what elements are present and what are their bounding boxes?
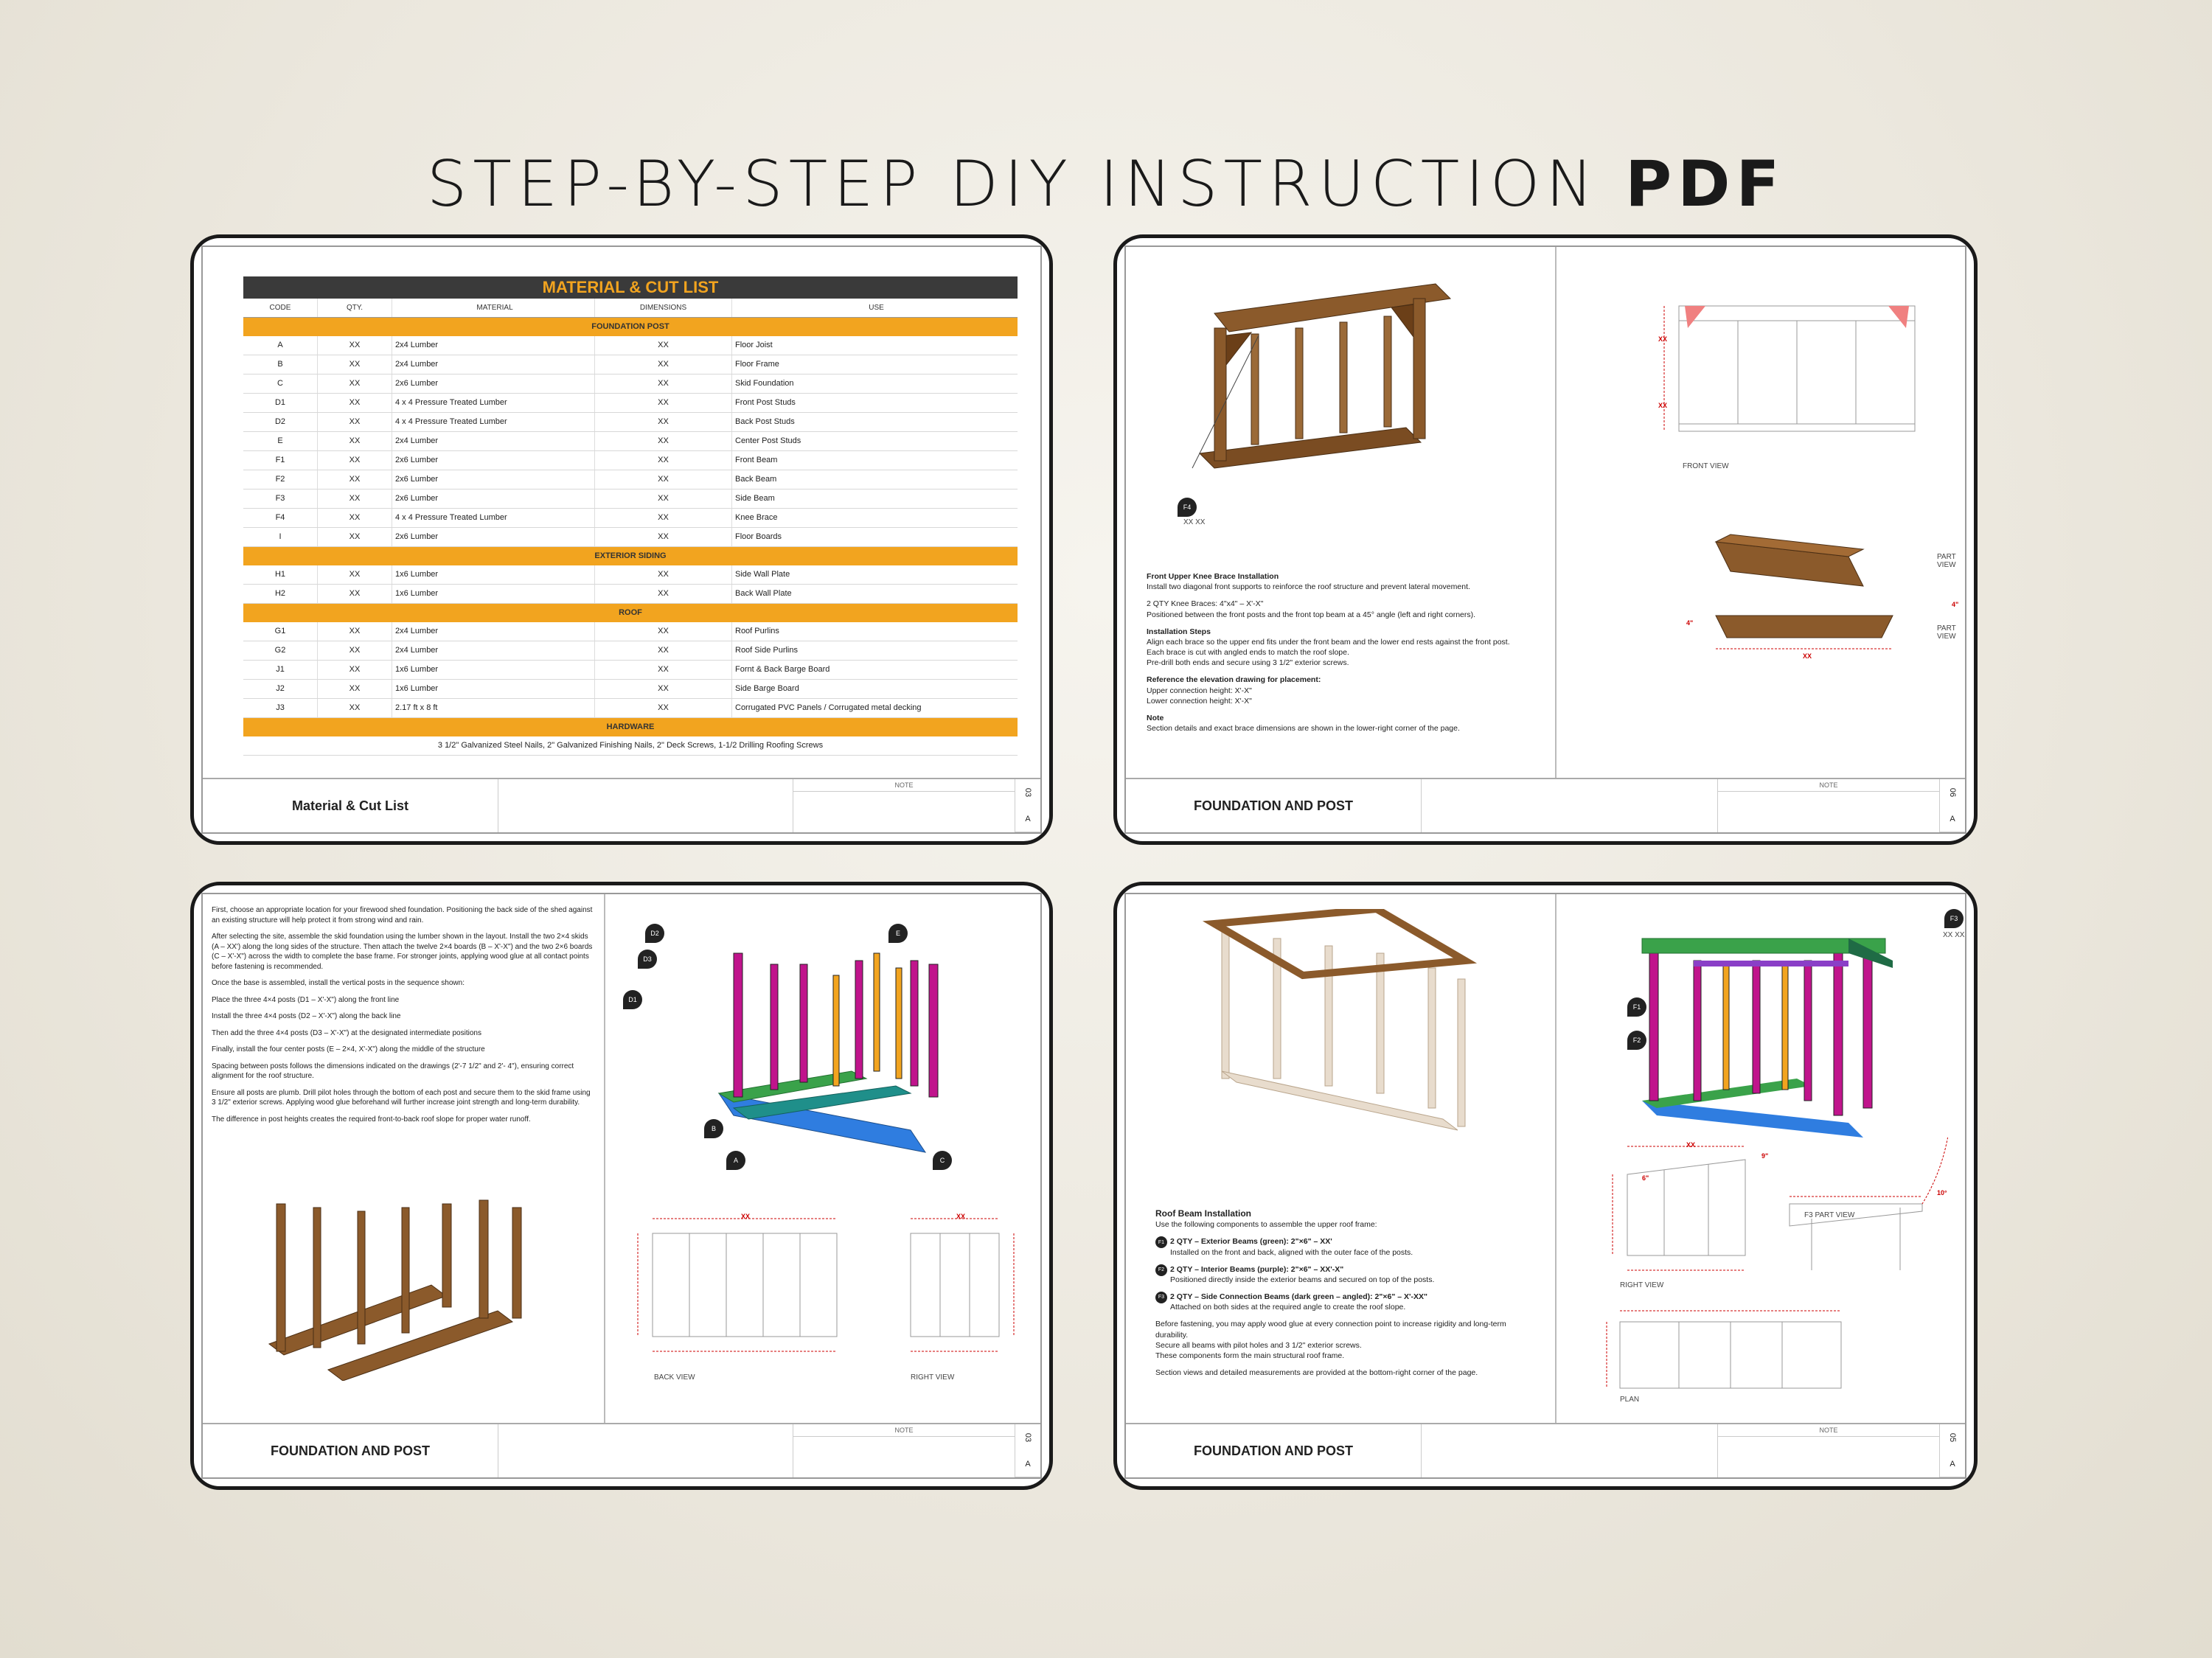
steps-2: Each brace is cut with angled ends to match the roof slope. (1147, 648, 1349, 658)
table-row (243, 413, 1018, 432)
steps-heading: Installation Steps (1147, 627, 1211, 636)
table-row (243, 680, 1018, 699)
note-heading: Note (1147, 713, 1164, 722)
col-material: MATERIAL (392, 299, 595, 317)
cell-use: Side Beam (735, 494, 775, 503)
sheet (1124, 893, 1966, 1479)
cell-use: Floor Frame (735, 360, 779, 369)
tag-f2: F2 (1627, 1031, 1646, 1050)
dim-4-2: 4" (1686, 619, 1694, 627)
dim-xx-back: XX (741, 1213, 751, 1220)
cell-qty: XX (318, 470, 392, 489)
cell-dimensions: XX (595, 699, 732, 717)
table-body (243, 318, 1018, 718)
tb-side (1940, 1424, 1965, 1477)
ref-heading: Reference the elevation drawing for placement: (1147, 675, 1321, 685)
plan-label: PLAN (1620, 1396, 1640, 1404)
cell-material: 2x4 Lumber (392, 432, 595, 450)
tag-d1: D1 (623, 990, 642, 1009)
cell-code: H1 (243, 565, 318, 584)
tag-c: C (933, 1151, 952, 1170)
cell-use: Corrugated PVC Panels / Corrugated metal decking (735, 703, 922, 712)
tb-blank (1422, 1424, 1718, 1477)
cell-use: Back Beam (735, 475, 777, 484)
cell-dimensions: XX (595, 413, 732, 431)
roof-item-badge: F3 (1155, 1292, 1167, 1303)
cell-dimensions: XX (595, 509, 732, 527)
page-headline (0, 147, 2212, 221)
cell-code: G1 (243, 622, 318, 641)
table-row (243, 355, 1018, 375)
cell-code: F2 (243, 470, 318, 489)
tb-code: 05 (1939, 1425, 1966, 1450)
cell-material: 2x6 Lumber (392, 375, 595, 393)
tag-f1: F1 (1627, 997, 1646, 1017)
brace-highlight-right (1888, 306, 1909, 328)
title-block (203, 778, 1040, 832)
cell-material: 4 x 4 Pressure Treated Lumber (392, 509, 595, 527)
tb-side (1015, 779, 1040, 832)
cell-code: J3 (243, 699, 318, 717)
roof-item-title: 2 QTY – Side Connection Beams (dark green – angled): 2"×6" – X'-XX" (1170, 1292, 1427, 1302)
col-dimensions: DIMENSIONS (595, 299, 732, 317)
title-block (203, 1423, 1040, 1477)
tb-title: Material & Cut List (203, 779, 498, 832)
cell-use: Back Wall Plate (735, 589, 792, 598)
dim-xx-roof: XX (1686, 1141, 1696, 1149)
tb-note-label: NOTE (1819, 781, 1838, 789)
part-view-label-2: PART VIEW (1937, 624, 1956, 641)
cell-qty: XX (318, 565, 392, 584)
col-qty: QTY. (318, 299, 392, 317)
tb-note (1718, 1424, 1940, 1477)
cell-material: 2x6 Lumber (392, 470, 595, 489)
cell-use: Front Post Studs (735, 398, 796, 407)
sheet (201, 245, 1042, 834)
table-row (243, 394, 1018, 413)
tag-label: XX XX (1943, 931, 1965, 939)
cell-qty: XX (318, 355, 392, 374)
cell-qty: XX (318, 622, 392, 641)
title-block (1126, 1423, 1965, 1477)
tb-blank (1422, 779, 1718, 832)
para-9: Ensure all posts are plumb. Drill pilot holes through the bottom of each post and secure them to the skid frame using 3 1/2" exterior screws. Applying wood glue beforehand will further increase joint strength and long-term durability. (212, 1088, 591, 1107)
cell-code: D1 (243, 394, 318, 412)
front-view-label: FRONT VIEW (1683, 462, 1729, 470)
cell-use: Fornt & Back Barge Board (735, 665, 830, 674)
cell-qty: XX (318, 490, 392, 508)
base-frame-front (1200, 428, 1421, 468)
hardware-section: HARDWARE (243, 718, 1018, 736)
cell-material: 4 x 4 Pressure Treated Lumber (392, 413, 595, 431)
title-block (1126, 778, 1965, 832)
cell-code: F1 (243, 451, 318, 470)
tb-note-label: NOTE (1819, 1427, 1838, 1434)
roof-instructions (1155, 1208, 1539, 1384)
ref-1: Upper connection height: X'-X" (1147, 686, 1252, 695)
tag-a: A (726, 1151, 745, 1170)
f3-part-view-label: F3 PART VIEW (1804, 1211, 1855, 1219)
para-2: After selecting the site, assemble the skid foundation using the lumber shown in the layout. Install the two 2×4 skids (A – XX') along the long sides of the structure. Then attach the twelve 2×4 boards (B – X'-X") and the two 2×6 boards (C – X'-X") across the width to complete the base frame. For stronger joints, applying wood glue at all contact points before fastening is recommended. (212, 933, 593, 971)
cell-dimensions: XX (595, 585, 732, 603)
back-view-label: BACK VIEW (654, 1373, 695, 1382)
brace-heading: Front Upper Knee Brace Installation (1147, 572, 1279, 581)
cell-material: 2x6 Lumber (392, 451, 595, 470)
tb-side (1015, 1424, 1040, 1477)
cell-dimensions: XX (595, 432, 732, 450)
cell-code: J2 (243, 680, 318, 698)
cell-qty: XX (318, 394, 392, 412)
part-view-drawing (1701, 527, 1922, 652)
hardware-text: 3 1/2" Galvanized Steel Nails, 2" Galvanized Finishing Nails, 2" Deck Screws, 1-1/2 Drilling Roofing Screws (243, 736, 1018, 756)
tb-code: 03 (1015, 1425, 1041, 1450)
table-row (243, 336, 1018, 355)
cell-code: G2 (243, 641, 318, 660)
sheet (201, 893, 1042, 1479)
para-1: First, choose an appropriate location for your firewood shed foundation. Positioning the back side of the shed against an existing structure will help protect it from strong wind and rain. (212, 906, 593, 924)
roof-items (1155, 1236, 1539, 1312)
para-10: The difference in post heights creates the required front-to-back roof slope for proper water runoff. (212, 1115, 531, 1124)
para-4: Place the three 4×4 posts (D1 – X'-X") along the front line (212, 995, 400, 1004)
note-text: Section details and exact brace dimensions are shown in the lower-right corner of the page. (1147, 724, 1460, 734)
cell-code: F4 (243, 509, 318, 527)
tb-note-label: NOTE (894, 781, 914, 789)
cell-code: A (243, 336, 318, 355)
cell-code: E (243, 432, 318, 450)
cell-code: J1 (243, 661, 318, 679)
knee-brace-right (1391, 304, 1413, 337)
roof-item-desc: Installed on the front and back, aligned with the outer face of the posts. (1170, 1247, 1413, 1257)
tb-code: 06 (1939, 780, 1966, 805)
dim-xx-2: XX (1658, 402, 1668, 409)
steps-3: Pre-drill both ends and secure using 3 1/2" exterior screws. (1147, 658, 1349, 668)
elevation-views (623, 1197, 1036, 1366)
dim-6: 6" (1642, 1174, 1649, 1182)
tb-note (793, 779, 1015, 832)
posts-3d-drawing (254, 1189, 571, 1381)
cell-qty: XX (318, 413, 392, 431)
table-row (243, 432, 1018, 451)
post-back-4 (1384, 316, 1391, 427)
table-row (243, 622, 1018, 641)
right-view-label: RIGHT VIEW (1620, 1281, 1664, 1289)
ref-2: Lower connection height: X'-X" (1147, 696, 1252, 706)
cell-dimensions: XX (595, 375, 732, 393)
post-front-right (1413, 299, 1425, 439)
cell-qty: XX (318, 509, 392, 527)
tb-rev: A (1940, 1451, 1965, 1477)
table-row (243, 585, 1018, 604)
cell-use: Roof Side Purlins (735, 646, 798, 655)
para-8: Spacing between posts follows the dimensions indicated on the drawings (2'-7 1/2" and 2'- 4"), ensuring correct alignment for the roof structure. (212, 1062, 574, 1080)
cell-use: Side Barge Board (735, 684, 799, 693)
cell-material: 2x6 Lumber (392, 528, 595, 546)
steps-1: Align each brace so the upper end fits under the front beam and the lower end rests against the front post. (1147, 637, 1510, 647)
dim-10: 10° (1937, 1189, 1947, 1197)
tb-title: FOUNDATION AND POST (1126, 1424, 1422, 1477)
cell-qty: XX (318, 641, 392, 660)
tag-f4: F4 (1178, 498, 1197, 517)
colored-roof-drawing (1613, 909, 1937, 1138)
cell-dimensions: XX (595, 355, 732, 374)
headline-bold: PDF (1625, 147, 1786, 221)
cell-dimensions: XX (595, 336, 732, 355)
cell-code: F3 (243, 490, 318, 508)
roof-item (1155, 1292, 1539, 1312)
roof-frame-3d (1192, 909, 1502, 1145)
cell-material: 1x6 Lumber (392, 680, 595, 698)
cell-use: Knee Brace (735, 513, 778, 522)
para-6: Then add the three 4×4 posts (D3 – X'-X") at the designated intermediate positions (212, 1028, 481, 1037)
cell-material: 2x4 Lumber (392, 336, 595, 355)
table-row (243, 641, 1018, 661)
tag-e: E (888, 924, 908, 943)
table-header-row (243, 299, 1018, 318)
cell-code: H2 (243, 585, 318, 603)
post-back-3 (1340, 322, 1347, 433)
tag-f3: F3 (1944, 909, 1964, 928)
cell-dimensions: XX (595, 451, 732, 470)
table-row (243, 470, 1018, 490)
brace-qty-desc: Positioned between the front posts and the front top beam at a 45° angle (left and right corners). (1147, 610, 1476, 619)
sheet-divider (1555, 894, 1557, 1424)
cell-qty: XX (318, 336, 392, 355)
cell-code: C (243, 375, 318, 393)
cell-material: 4 x 4 Pressure Treated Lumber (392, 394, 595, 412)
para-7: Finally, install the four center posts (E – 2×4, X'-X") along the middle of the structure (212, 1045, 485, 1053)
table-row (243, 699, 1018, 718)
para-5: Install the three 4×4 posts (D2 – X'-X") along the back line (212, 1012, 401, 1020)
sheet-divider (604, 894, 605, 1424)
sheet-divider (1555, 247, 1557, 779)
cell-qty: XX (318, 528, 392, 546)
knee-brace-left (1226, 332, 1251, 365)
cell-material: 2x4 Lumber (392, 641, 595, 660)
roof-item-title: 2 QTY – Exterior Beams (green): 2"×6" – XX' (1170, 1237, 1332, 1247)
cell-code: I (243, 528, 318, 546)
tb-note-label: NOTE (894, 1427, 914, 1434)
cell-use: Side Wall Plate (735, 570, 790, 579)
tag-f4-label: XX XX (1183, 518, 1206, 526)
cell-use: Floor Boards (735, 532, 782, 541)
table-row (243, 375, 1018, 394)
tb-rev: A (1015, 1451, 1040, 1477)
front-view-drawing (1635, 299, 1930, 453)
dim-xx-right: XX (956, 1213, 966, 1220)
shed-3d-drawing (1170, 269, 1465, 483)
roof-item-badge: F2 (1155, 1264, 1167, 1276)
cell-qty: XX (318, 661, 392, 679)
table-row (243, 661, 1018, 680)
card-foundation[interactable] (190, 882, 1053, 1490)
table-section-header: ROOF (243, 604, 1018, 622)
part-view-label-1: PART VIEW (1937, 553, 1956, 569)
tag-b: B (704, 1119, 723, 1138)
table-row (243, 451, 1018, 470)
table-row (243, 490, 1018, 509)
cell-qty: XX (318, 680, 392, 698)
material-table (243, 276, 1018, 756)
col-use: USE (869, 304, 884, 312)
cell-dimensions: XX (595, 470, 732, 489)
right-view-label: RIGHT VIEW (911, 1373, 955, 1382)
cell-dimensions: XX (595, 622, 732, 641)
cell-material: 1x6 Lumber (392, 585, 595, 603)
card-material-list[interactable] (190, 234, 1053, 845)
cell-qty: XX (318, 699, 392, 717)
cell-material: 2x6 Lumber (392, 490, 595, 508)
tb-side (1940, 779, 1965, 832)
tb-rev: A (1015, 806, 1040, 832)
cell-material: 2x4 Lumber (392, 355, 595, 374)
table-row (243, 565, 1018, 585)
tb-note (1718, 779, 1940, 832)
cell-dimensions: XX (595, 641, 732, 660)
tb-title: FOUNDATION AND POST (203, 1424, 498, 1477)
cell-material: 1x6 Lumber (392, 565, 595, 584)
cell-material: 1x6 Lumber (392, 661, 595, 679)
cell-material: 2x4 Lumber (392, 622, 595, 641)
cell-qty: XX (318, 432, 392, 450)
brace-qty: 2 QTY Knee Braces: 4"x4" – X'-X" (1147, 599, 1264, 609)
post-back-1 (1251, 334, 1259, 445)
roof-item-badge: F1 (1155, 1236, 1167, 1248)
card-knee-brace[interactable] (1113, 234, 1978, 845)
roof-item-title: 2 QTY – Interior Beams (purple): 2"×6" – XX'-X" (1170, 1264, 1344, 1274)
roof-item-desc: Positioned directly inside the exterior beams and secured on top of the posts. (1170, 1275, 1435, 1284)
brace-highlight-left (1685, 306, 1705, 328)
cell-use: Roof Purlins (735, 627, 779, 635)
tb-blank (498, 1424, 793, 1477)
cell-dimensions: XX (595, 661, 732, 679)
roof-intro: Use the following components to assemble the upper roof frame: (1155, 1220, 1377, 1230)
roof-heading: Roof Beam Installation (1155, 1208, 1252, 1219)
dim-9: 9" (1761, 1152, 1769, 1160)
tb-title: FOUNDATION AND POST (1126, 779, 1422, 832)
dim-xx-1: XX (1658, 335, 1668, 343)
roof-item (1155, 1264, 1539, 1285)
cell-dimensions: XX (595, 565, 732, 584)
headline-main: STEP-BY-STEP DIY INSTRUCTION (426, 147, 1599, 221)
cell-use: Back Post Studs (735, 417, 795, 426)
cell-use: Floor Joist (735, 341, 773, 349)
post-back-2 (1295, 328, 1303, 439)
table-row (243, 528, 1018, 547)
para-3: Once the base is assembled, install the vertical posts in the sequence shown: (212, 979, 465, 987)
dim-xx-3: XX (1803, 652, 1812, 660)
tag-d3: D3 (638, 950, 657, 969)
brace-instructions (1147, 571, 1530, 740)
cell-use: Front Beam (735, 456, 778, 464)
cell-code: B (243, 355, 318, 374)
roof-p2: Secure all beams with pilot holes and 3 1/2" exterior screws. (1155, 1340, 1362, 1350)
cell-code: D2 (243, 413, 318, 431)
section-drawings (1598, 1138, 1978, 1403)
cell-dimensions: XX (595, 528, 732, 546)
dim-4-1: 4" (1952, 601, 1959, 608)
table-title: MATERIAL & CUT LIST (243, 276, 1018, 299)
tb-code: 03 (1015, 780, 1041, 805)
roof-p1: Before fastening, you may apply wood glue at every connection point to increase rigidity and long-term durability. (1155, 1320, 1506, 1340)
sheet (1124, 245, 1966, 834)
cell-dimensions: XX (595, 680, 732, 698)
table-section-header: FOUNDATION POST (243, 318, 1018, 336)
table-section-header: EXTERIOR SIDING (243, 547, 1018, 565)
table-row (243, 509, 1018, 528)
post-front-left (1214, 328, 1226, 461)
cell-use: Center Post Studs (735, 436, 801, 445)
cell-qty: XX (318, 451, 392, 470)
roof-p4: Section views and detailed measurements are provided at the bottom-right corner of the page. (1155, 1368, 1478, 1378)
roof-item (1155, 1236, 1539, 1257)
cell-dimensions: XX (595, 490, 732, 508)
cell-qty: XX (318, 585, 392, 603)
roof-item-desc: Attached on both sides at the required angle to create the roof slope. (1170, 1303, 1406, 1312)
foundation-instructions (212, 905, 595, 1131)
brace-intro: Install two diagonal front supports to reinforce the roof structure and prevent lateral movement. (1147, 582, 1470, 592)
tb-note (793, 1424, 1015, 1477)
col-code: CODE (243, 299, 318, 317)
cell-qty: XX (318, 375, 392, 393)
card-roof-beam[interactable] (1113, 882, 1978, 1490)
roof-p3: These components form the main structural roof frame. (1155, 1351, 1345, 1360)
cell-dimensions: XX (595, 394, 732, 412)
tb-blank (498, 779, 793, 832)
tag-d2: D2 (645, 924, 664, 943)
cell-material: 2.17 ft x 8 ft (392, 699, 595, 717)
cell-use: Skid Foundation (735, 379, 794, 388)
tb-rev: A (1940, 806, 1965, 832)
